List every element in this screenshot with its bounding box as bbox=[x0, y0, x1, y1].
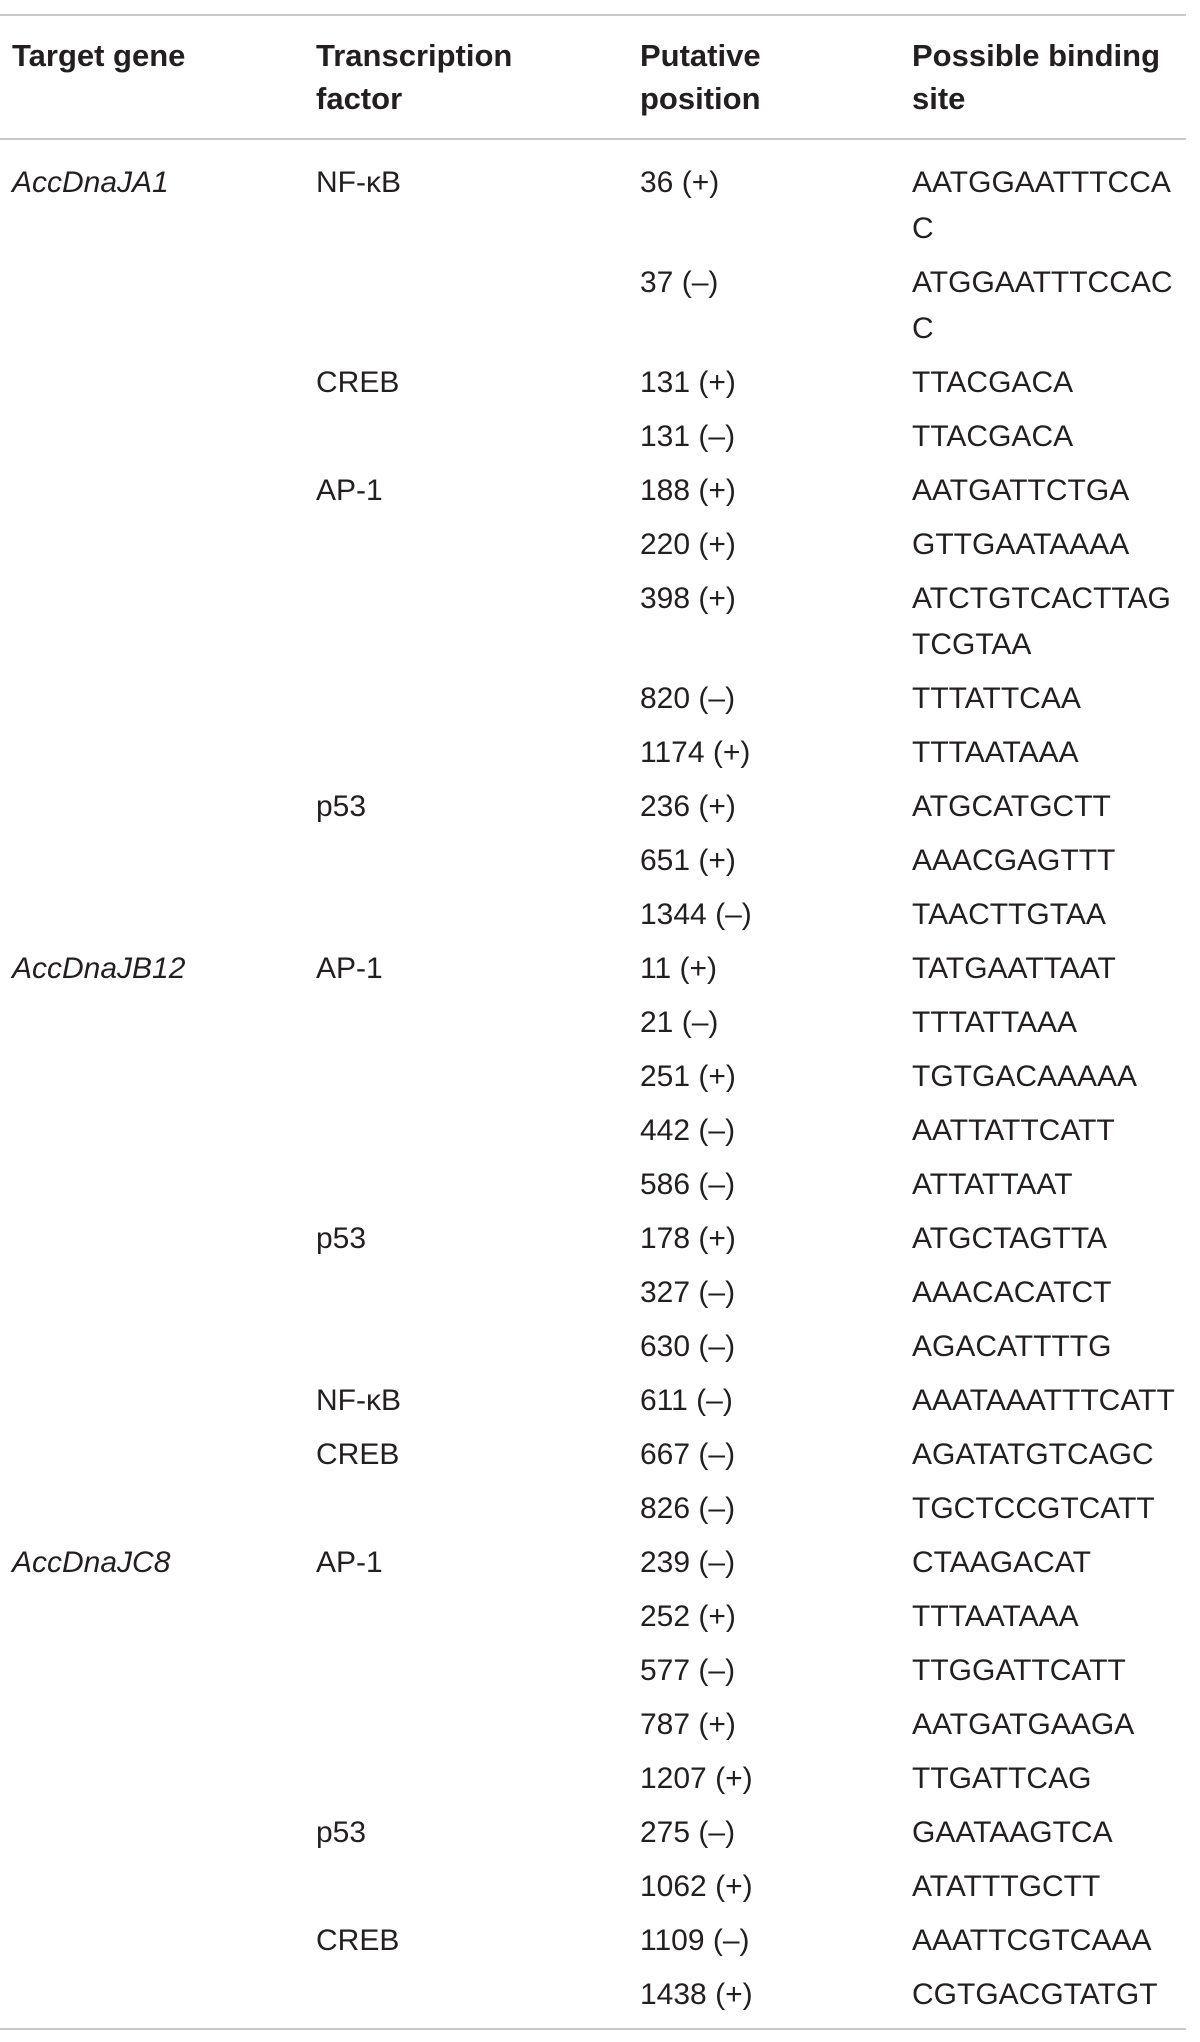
cell-binding-site: TTTATTCAA bbox=[912, 682, 1081, 715]
cell-binding-site: GAATAAGTCA bbox=[912, 1816, 1113, 1849]
header-putative-position: Putative position bbox=[640, 38, 761, 116]
cell-putative-position: 327 (–) bbox=[640, 1276, 736, 1309]
cell-putative-position: 398 (+) bbox=[640, 582, 736, 615]
cell-transcription-factor: p53 bbox=[316, 790, 367, 823]
cell-binding-site: TTACGACA bbox=[912, 420, 1074, 453]
cell-binding-site: AGACATTTTG bbox=[912, 1330, 1112, 1363]
cell-putative-position: 651 (+) bbox=[640, 844, 736, 877]
cell-putative-position: 442 (–) bbox=[640, 1114, 736, 1147]
cell-binding-site: TTTAATAAA bbox=[912, 1600, 1079, 1633]
cell-putative-position: 1062 (+) bbox=[640, 1870, 753, 1903]
cell-putative-position: 252 (+) bbox=[640, 1600, 736, 1633]
cell-binding-site: AATGGAATTTCCAC bbox=[912, 166, 1171, 245]
cell-putative-position: 1207 (+) bbox=[640, 1762, 753, 1795]
cell-putative-position: 236 (+) bbox=[640, 790, 736, 823]
cell-binding-site: AATGATGAAGA bbox=[912, 1708, 1135, 1741]
cell-putative-position: 178 (+) bbox=[640, 1222, 736, 1255]
cell-putative-position: 667 (–) bbox=[640, 1438, 736, 1471]
cell-binding-site: ATGCATGCTT bbox=[912, 790, 1111, 823]
cell-binding-site: GTTGAATAAAA bbox=[912, 528, 1130, 561]
cell-binding-site: TTACGACA bbox=[912, 366, 1074, 399]
cell-putative-position: 239 (–) bbox=[640, 1546, 736, 1579]
cell-transcription-factor: CREB bbox=[316, 1924, 400, 1957]
cell-putative-position: 826 (–) bbox=[640, 1492, 736, 1525]
cell-putative-position: 577 (–) bbox=[640, 1654, 736, 1687]
cell-transcription-factor: AP-1 bbox=[316, 952, 383, 985]
cell-putative-position: 131 (+) bbox=[640, 366, 736, 399]
cell-putative-position: 131 (–) bbox=[640, 420, 736, 453]
header-binding-site: Possible binding site bbox=[912, 38, 1161, 116]
cell-transcription-factor: CREB bbox=[316, 1438, 400, 1471]
cell-putative-position: 820 (–) bbox=[640, 682, 736, 715]
cell-putative-position: 275 (–) bbox=[640, 1816, 736, 1849]
header-target-gene: Target gene bbox=[12, 38, 186, 73]
cell-putative-position: 630 (–) bbox=[640, 1330, 736, 1363]
cell-binding-site: TAACTTGTAA bbox=[912, 898, 1106, 931]
cell-target-gene: AccDnaJA1 bbox=[12, 166, 169, 199]
cell-putative-position: 188 (+) bbox=[640, 474, 736, 507]
cell-putative-position: 787 (+) bbox=[640, 1708, 736, 1741]
cell-putative-position: 21 (–) bbox=[640, 1006, 719, 1039]
cell-transcription-factor: AP-1 bbox=[316, 474, 383, 507]
cell-binding-site: ATGCTAGTTA bbox=[912, 1222, 1107, 1255]
cell-binding-site: TTGGATTCATT bbox=[912, 1654, 1126, 1687]
cell-transcription-factor: p53 bbox=[316, 1816, 367, 1849]
cell-putative-position: 11 (+) bbox=[640, 952, 717, 985]
cell-binding-site: AAACGAGTTT bbox=[912, 844, 1116, 877]
cell-binding-site: CTAAGACAT bbox=[912, 1546, 1091, 1579]
cell-putative-position: 37 (–) bbox=[640, 266, 719, 299]
cell-putative-position: 1438 (+) bbox=[640, 1978, 753, 2011]
cell-target-gene: AccDnaJB12 bbox=[12, 952, 186, 985]
cell-binding-site: AGATATGTCAGC bbox=[912, 1438, 1154, 1471]
cell-transcription-factor: NF-κB bbox=[316, 1384, 401, 1417]
cell-binding-site: AAATTCGTCAAA bbox=[912, 1924, 1152, 1957]
header-transcription-factor: Transcription factor bbox=[316, 38, 513, 116]
cell-binding-site: CGTGACGTATGT bbox=[912, 1978, 1158, 2011]
cell-binding-site: AATTATTCATT bbox=[912, 1114, 1115, 1147]
cell-binding-site: ATCTGTCACTTAGTCGTAA bbox=[912, 582, 1171, 661]
cell-binding-site: ATATTTGCTT bbox=[912, 1870, 1101, 1903]
cell-putative-position: 1174 (+) bbox=[640, 736, 751, 769]
cell-binding-site: ATTATTAAT bbox=[912, 1168, 1073, 1201]
cell-transcription-factor: CREB bbox=[316, 366, 400, 399]
cell-putative-position: 251 (+) bbox=[640, 1060, 736, 1093]
cell-target-gene: AccDnaJC8 bbox=[12, 1546, 171, 1579]
cell-binding-site: TGCTCCGTCATT bbox=[912, 1492, 1155, 1525]
cell-putative-position: 611 (–) bbox=[640, 1384, 733, 1417]
cell-binding-site: AATGATTCTGA bbox=[912, 474, 1130, 507]
cell-binding-site: TTTATTAAA bbox=[912, 1006, 1077, 1039]
cell-binding-site: AAACACATCT bbox=[912, 1276, 1112, 1309]
cell-putative-position: 586 (–) bbox=[640, 1168, 736, 1201]
cell-binding-site: TGTGACAAAAA bbox=[912, 1060, 1138, 1093]
cell-binding-site: TTGATTCAG bbox=[912, 1762, 1092, 1795]
cell-putative-position: 1109 (–) bbox=[640, 1924, 750, 1957]
cell-transcription-factor: NF-κB bbox=[316, 166, 401, 199]
cell-putative-position: 220 (+) bbox=[640, 528, 736, 561]
cell-transcription-factor: AP-1 bbox=[316, 1546, 383, 1579]
cell-binding-site: TTTAATAAA bbox=[912, 736, 1079, 769]
table-bottom-rule bbox=[0, 2028, 1186, 2030]
cell-binding-site: ATGGAATTTCCACC bbox=[912, 266, 1173, 345]
cell-transcription-factor: p53 bbox=[316, 1222, 367, 1255]
cell-putative-position: 36 (+) bbox=[640, 166, 720, 199]
cell-putative-position: 1344 (–) bbox=[640, 898, 752, 931]
cell-binding-site: TATGAATTAAT bbox=[912, 952, 1116, 985]
cell-binding-site: AAATAAATTTCATT bbox=[912, 1384, 1175, 1417]
